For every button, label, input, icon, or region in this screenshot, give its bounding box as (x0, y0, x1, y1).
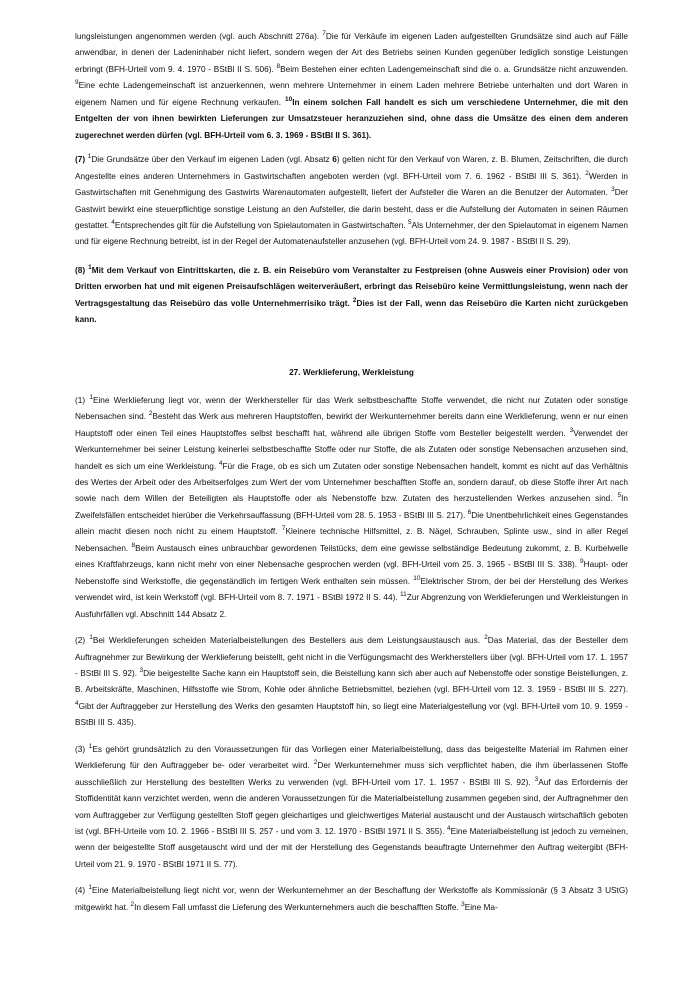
text-segment: Die Unentbehrlichkeit eines Gegenstandes allein macht diesen noch nicht zu einem Hauptstoff. (75, 510, 628, 537)
sentence-number: 8 (276, 62, 281, 70)
sentence-number: 1 (87, 153, 92, 161)
text-segment: Eine Materialbeistellung ist jedoch zu verneinen, wenn der beigestellte Stoff ausgetauscht wird und der mit der Herstellung des Gegenstands beauftragte Unternehmer den Auftrag weitergibt (BFH-Urteil vom 21. 9. 1970 - BStBl 1971 II S. 77). (75, 827, 628, 869)
text-segment: (3) (75, 744, 89, 754)
text-segment: Verwendet der Werkunternehmer bei seiner Leistung keinerlei selbstbeschaffte Stoffe oder nur Stoffe, die als Zutaten oder sonstige Nebensachen anzusehen sind, handelt es sich um eine Werkleistung. (75, 428, 628, 471)
text-segment: Eine Werklieferung liegt vor, wenn der Werkhersteller für das Werk selbstbeschaffte Stoffe verwendet, die nicht nur Zutaten oder sonstige Nebensachen sind. (75, 395, 629, 422)
sentence-number: 3 (139, 666, 144, 674)
text-segment: 6 (332, 155, 337, 165)
text-segment: Eine echte Ladengemeinschaft ist anzuerkennen, wenn mehrere Unternehmer in einem Laden mehrere Betriebe unterhalten und dort Waren in eigenem Namen und für eigene Rechnung verkaufen. (75, 81, 628, 107)
section-heading: 27. Werklieferung, Werkleistung (289, 367, 414, 377)
paragraph-27-absatz-4 (75, 883, 628, 916)
sentence-number: 9 (75, 79, 79, 87)
text-segment: Gibt der Auftraggeber zur Herstellung des Werks den gesamten Hauptstoff hin, so liegt eine Materialgestellung vor (vgl. BFH-Urteil vom 10. 9. 1959 - BStBl III S. 435). (75, 701, 628, 728)
sentence-number: 5 (408, 218, 412, 226)
text-segment: Der Gastwirt bewirkt eine steuerpflichtige sonstige Leistung an den Aufsteller, die darin besteht, dass er die Aufstellung der Automaten in seinen Räumen gestattet. (75, 188, 628, 230)
sentence-number: 1 (89, 393, 93, 401)
sentence-number: 6 (467, 508, 472, 516)
text-segment: Besteht das Werk aus mehreren Hauptstoffen, bewirkt der Werkunternehmer bereits dann eine Werklieferung, wenn er nur einen Hauptstoff oder einen Teil eines Hauptstoffes selbst beschafft hat, während alle übrigen Stoffe vom Besteller beigestellt werden. (75, 412, 628, 438)
text-segment: Eine Materialbeistellung liegt nicht vor, wenn der Werkunternehmer an der Beschaffung der Werkstoffe als Kommissionär (§ 3 Absatz 3 UStG) mitgewirkt hat. (75, 886, 628, 912)
paragraph-absatz-8 (75, 263, 628, 329)
text-segment: Als Unternehmer, der den Spielautomat in eigenem Namen und für eigene Rechnung betreibt, ist in der Regel der Automatenaufsteller anzusehen (vgl. BFH-Urteil vom 24. 9. 1987 - BStBl II S. 29). (75, 220, 628, 247)
text-segment: Die Grundsätze über den Verkauf im eigenen Laden (vgl. Absatz (91, 155, 333, 165)
text-segment: In diesem Fall umfasst die Lieferung des Werkunternehmers auch die beschafften Stoffe. (134, 902, 462, 912)
sentence-number: 2 (313, 759, 318, 767)
text-segment: Zur Abgrenzung von Werklieferungen und Werkleistungen in Ausfuhrfällen vgl. Abschnitt 144 Absatz 2. (75, 593, 628, 619)
paragraph-27-absatz-3 (75, 742, 628, 874)
text-segment: Auf das Erfordernis der Stoffidentität kann verzichtet werden, wenn die anderen Voraussetzungen für die Materialbeistellung zusammen gegeben sind, der Auftragnehmer den vom Auftraggeber zur Verfügung gestellten Stoff gegen gleichartiges und gleichwertiges Material austauscht und der Austausch wirtschaftlich geboten ist (vgl. BFH-Urteile vom 10. 2. 1966 - BStBl III S. 257 - und vom 3. 12. 1970 - BStBl 1971 II S. 355). (75, 777, 628, 837)
text-segment: (7) (75, 155, 88, 165)
sentence-number: 2 (130, 900, 135, 908)
text-segment: Kleinere technische Hilfsmittel, z. B. Nägel, Schrauben, Splinte usw., sind in aller Regel Nebensachen. (75, 527, 628, 553)
text-segment: ) gelten nicht für den Verkauf von Waren, z. B. Blumen, Zeitschriften, die durch Angestellte eines anderen Unternehmers in Gastwirtschaften angeboten werden (vgl. BFH-Urteil vom 7. 6. 1962 - BStBl III S. 361). (75, 155, 629, 181)
sentence-number: 10 (284, 95, 293, 103)
text-segment: (1) (75, 395, 90, 405)
sentence-number: 3 (569, 426, 574, 434)
paragraph-27-absatz-1 (75, 393, 628, 623)
sentence-number: 2 (148, 410, 153, 418)
text-segment: Der Werkunternehmer muss sich verpflichtet haben, die ihm überlassenen Stoffe ausschließlich zur Herstellung des bestellten Werks zu verwenden (vgl. BFH-Urteil vom 17. 1. 1957 - BStBl III S. 92). (75, 761, 628, 787)
sentence-number: 7 (322, 30, 326, 37)
text-segment: Die beigestellte Sache kann ein Hauptstoff sein, die Beistellung kann sich aber auch auf Nebenstoffe oder sonstige Beistellungen, z. B. Arbeitskräfte, Maschinen, Hilfsstoffe wie Strom, Kohle oder ähnliche Betriebsmittel, beziehen (vgl. BFH-Urteil vom 12. 3. 1959 - BStBl III S. 227). (75, 668, 628, 695)
text-segment: (8) (75, 265, 89, 275)
text-segment: Entsprechendes gilt für die Aufstellung von Spielautomaten in Gastwirtschaften. (114, 220, 408, 230)
text-segment: Die für Verkäufe im eigenen Laden aufgestellten Grundsätze sind auch auf Fälle anwendbar, in denen der Ladeninhaber nicht liefert, sondern wegen der Art des Betriebs seinen Kunden gegenüber lediglich sonstige Leistungen erbringt (BFH-Urteil vom 9. 4. 1970 - BStBl II S. 506). (75, 32, 628, 74)
sentence-number: 2 (484, 634, 488, 642)
document-page (75, 29, 628, 916)
sentence-number: 3 (461, 900, 465, 908)
text-segment: Das Material, das der Besteller dem Auftragnehmer zur Bewirkung der Werklieferung beistellt, geht nicht in die Verfügungsmacht des Werkherstellers über (vgl. BFH-Urteil vom 17. 1. 1957 - BStBl III S. 92). (75, 636, 629, 678)
text-segment: Beim Bestehen einer echten Ladengemeinschaft sind die o. a. Grundsätze nicht anzuwenden. (280, 64, 628, 74)
sentence-number: 8 (131, 541, 136, 549)
text-segment: (2) (75, 636, 90, 646)
sentence-number: 2 (585, 169, 589, 177)
text-segment: Mit dem Verkauf von Eintrittskarten, die z. B. ein Reisebüro vom Veranstalter zu Festpreisen (ohne Ausweis einer Provision) oder von Dritten erworben hat und mit eigenen Preisaufschlägen weiterveräußert, erbringt das Reisebüro keine Vermittlungsleistung, wenn nach der Vertragsgestaltung das Reisebüro das volle Unternehmerrisiko trägt. (75, 265, 629, 308)
text-segment: Beim Austausch eines unbrauchbar gewordenen Teilstücks, dem eine gewisse selbständige Bedeutung zukommt, z. B. Kurbelwelle eines Kraftfahrzeugs, kann nicht mehr von einer Nebensache gesprochen werden (vgl. BFH-Urteil vom 25. 3. 1965 - BStBl III S. 338). (75, 543, 628, 570)
text-segment: In einem solchen Fall handelt es sich um verschiedene Unternehmer, die mit den Entgelten der von ihnen bewirkten Lieferungen zur Umsatzsteuer heranzuziehen sind, ohne dass die Umsätze des einen dem anderen zugerechnet werden dürfen (vgl. BFH-Urteil vom 6. 3. 1969 - BStBl II S. 361). (75, 97, 628, 140)
text-segment: Bei Werklieferungen scheiden Materialbeistellungen des Bestellers aus dem Leistungsaustausch aus. (92, 636, 485, 646)
text-segment: lungsleistungen angenommen werden (vgl. auch Abschnitt 276a). (75, 32, 323, 41)
text-segment: Eine Ma- (464, 902, 498, 912)
sentence-number: 4 (75, 699, 79, 707)
sentence-number: 3 (611, 186, 615, 194)
text-segment: Werden in Gastwirtschaften mit Genehmigung des Gastwirts Warenautomaten aufgestellt, liefert der Aufsteller die Waren an die Benutzer der Automaten. (75, 171, 628, 198)
sentence-number: 4 (218, 459, 223, 467)
paragraph-continuation (75, 29, 628, 144)
paragraph-absatz-7 (75, 152, 628, 251)
sentence-number: 1 (88, 742, 93, 750)
sentence-number: 3 (534, 775, 539, 783)
sentence-number: 5 (617, 492, 622, 500)
text-segment: Dies ist der Fall, wenn das Reisebüro die Karten nicht zurückgeben kann. (75, 298, 628, 325)
sentence-number: 11 (400, 591, 407, 599)
sentence-number: 1 (89, 634, 93, 642)
text-segment: Für die Frage, ob es sich um Zutaten oder sonstige Nebensachen handelt, kommt es nicht auf das Verhältnis des Wertes der Arbeit oder des Arbeitserfolges zum Wert der vom Unternehmer beschafften Stoffe an, sondern darauf, ob diese Stoffe ihrer Art nach sowie nach dem Willen der Beteiligten als Hauptstoffe oder als Nebenstoffe bzw. Zutaten des herzustellenden Werkes anzusehen sind. (75, 461, 628, 504)
sentence-number: 1 (88, 263, 92, 271)
paragraph-27-absatz-2 (75, 633, 628, 732)
text-segment: Elektrischer Strom, der bei der Herstellung des Werkes verwendet wird, ist kein Werkstoff (vgl. BFH-Urteil vom 8. 7. 1971 - BStBl 1972 II S. 44). (75, 576, 629, 603)
text-segment: (4) (75, 886, 89, 896)
text-segment: In Zweifelsfällen entscheidet hierüber die Verkehrsauffassung (BFH-Urteil vom 28. 5. 1953 - BStBl III S. 217). (75, 494, 628, 520)
sentence-number: 4 (111, 218, 115, 226)
sentence-number: 1 (88, 884, 92, 892)
sentence-number: 7 (281, 525, 286, 533)
text-segment: Es gehört grundsätzlich zu den Voraussetzungen für das Vorliegen einer Materialbeistellung, dass das beigestellte Material im Rahmen einer Werklieferung für den Auftraggeber be- oder verarbeitet wird. (75, 744, 629, 771)
sentence-number: 2 (352, 296, 357, 304)
sentence-number: 4 (446, 825, 451, 833)
sentence-number: 10 (413, 574, 421, 582)
sentence-number: 9 (580, 558, 584, 566)
text-segment: Haupt- oder Nebenstoffe sind Werkstoffe, die gegenständlich im fertigen Werk enthalten sein müssen. (75, 560, 628, 586)
